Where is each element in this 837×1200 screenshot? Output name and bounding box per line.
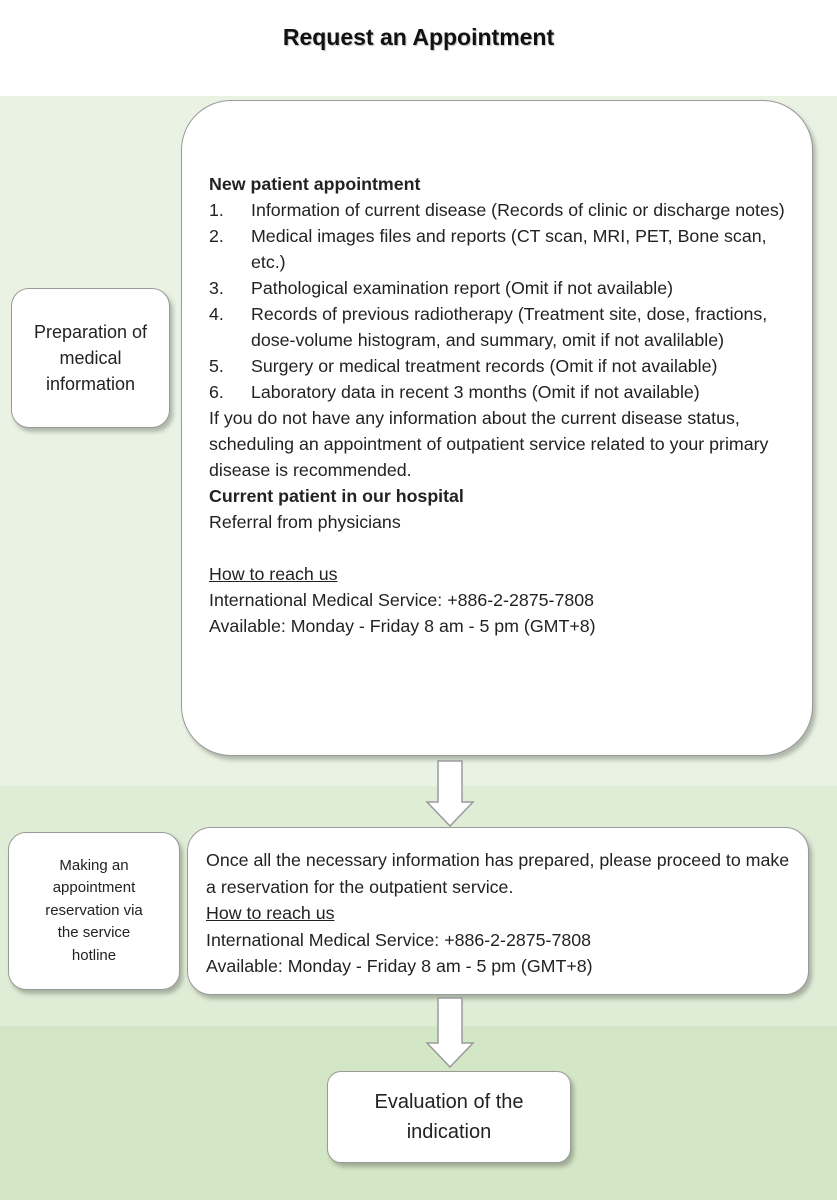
step2-label-box	[8, 832, 180, 990]
list-item	[209, 197, 792, 223]
phone-number: International Medical Service: +886-2-2875-7808	[209, 590, 595, 610]
current-patient-heading: Current patient in our hospital	[209, 486, 464, 506]
step3-label: Evaluation of the indication	[374, 1091, 524, 1143]
how-to-reach-us-heading: How to reach us	[209, 564, 338, 584]
required-documents-list	[209, 197, 792, 405]
new-patient-heading: New patient appointment	[209, 174, 421, 194]
service-hours: Available: Monday - Friday 8 am - 5 pm (GMT+8)	[206, 956, 593, 976]
list-item-number: 3.	[209, 278, 224, 298]
list-item	[209, 275, 792, 301]
list-item-number: 1.	[209, 200, 224, 220]
no-information-note: If you do not have any information about the current disease status, scheduling an appointment of outpatient service related to your primary disease is recommended.	[209, 408, 769, 480]
list-item-text: Medical images files and reports (CT scan, MRI, PET, Bone scan, etc.)	[251, 226, 767, 272]
list-item-number: 6.	[209, 382, 224, 402]
current-patient-text: Referral from physicians	[209, 512, 401, 532]
list-item-number: 4.	[209, 304, 224, 324]
how-to-reach-us-heading: How to reach us	[206, 903, 335, 923]
list-item	[209, 353, 792, 379]
step2-content-box	[187, 827, 809, 995]
service-hours: Available: Monday - Friday 8 am - 5 pm (GMT+8)	[209, 616, 596, 636]
list-item-number: 2.	[209, 226, 224, 246]
step1-content-box	[181, 100, 813, 756]
step1-label-box	[11, 288, 170, 428]
step1-label: Preparation of medical information	[33, 322, 148, 394]
list-item	[209, 301, 792, 353]
spacer	[209, 535, 792, 561]
list-item-text: Information of current disease (Records of clinic or discharge notes)	[251, 200, 785, 220]
step3-box	[327, 1071, 571, 1163]
list-item-text: Laboratory data in recent 3 months (Omit if not available)	[251, 382, 700, 402]
step2-label: Making an appointment reservation via the service hotline	[45, 856, 143, 964]
list-item-text: Pathological examination report (Omit if not available)	[251, 278, 674, 298]
list-item	[209, 223, 792, 275]
page-title: Request an Appointment	[282, 24, 555, 50]
down-arrow-icon	[425, 760, 475, 828]
list-item-text: Surgery or medical treatment records (Omit if not available)	[251, 356, 718, 376]
reservation-instructions: Once all the necessary information has prepared, please proceed to make a reservation for the outpatient service.	[206, 850, 790, 897]
list-item-number: 5.	[209, 356, 224, 376]
down-arrow-icon	[425, 997, 475, 1069]
list-item	[209, 379, 792, 405]
phone-number: International Medical Service: +886-2-2875-7808	[206, 929, 592, 950]
list-item-text: Records of previous radiotherapy (Treatment site, dose, fractions, dose-volume histogram, and summary, omit if not avalilable)	[251, 304, 768, 350]
